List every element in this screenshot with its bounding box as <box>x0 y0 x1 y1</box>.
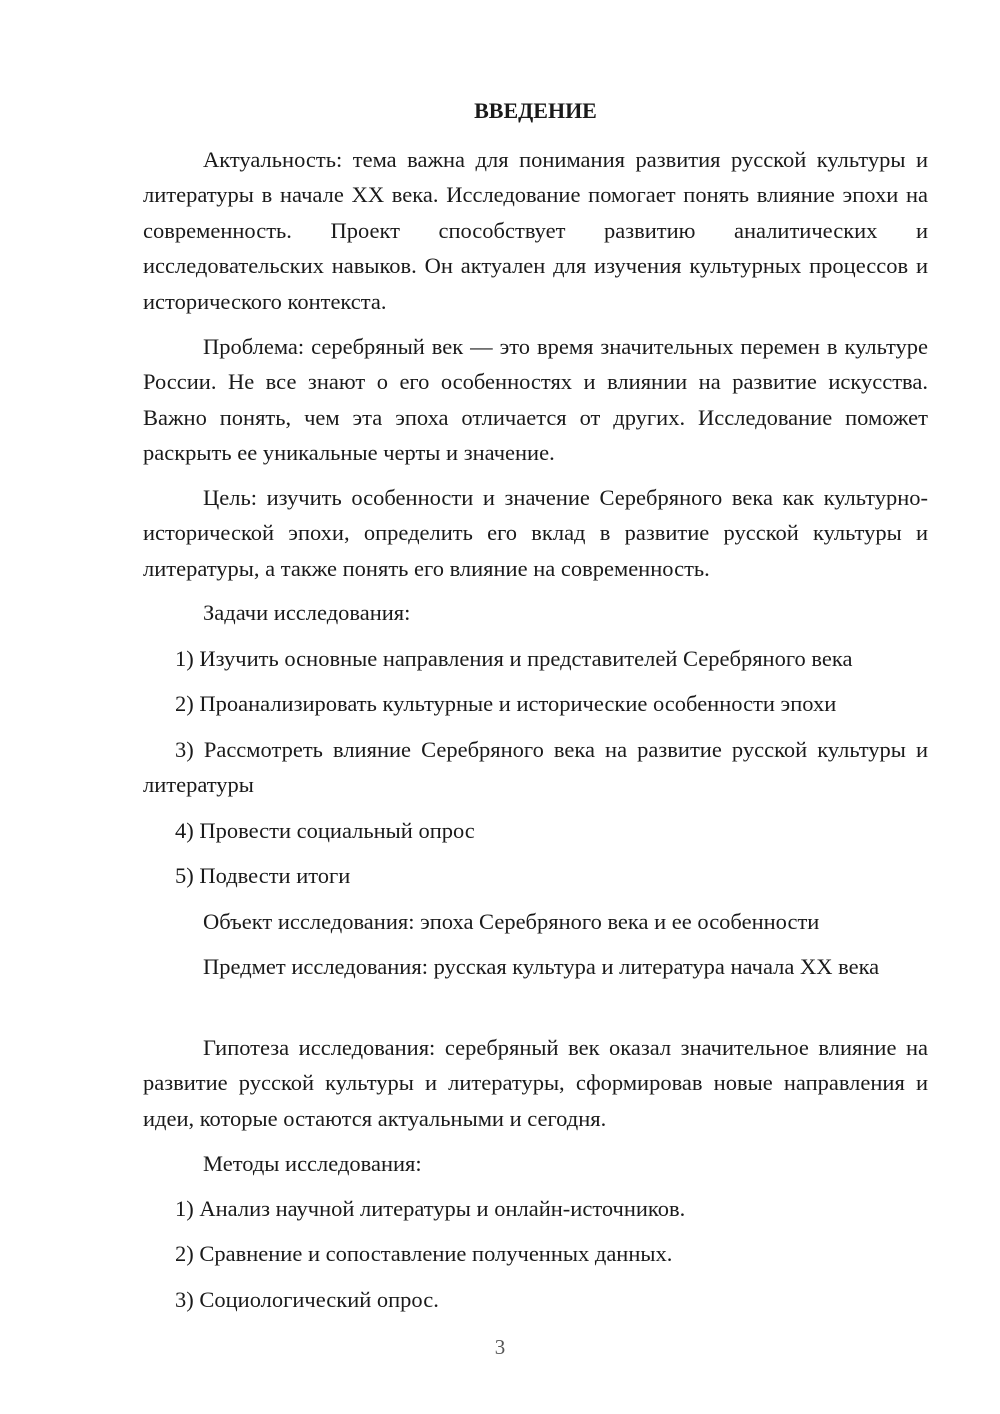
method-item: 2) Сравнение и сопоставление полученных данных. <box>175 1241 673 1266</box>
tasks-heading: Задачи исследования: <box>203 600 411 625</box>
task-item: 2) Проанализировать культурные и исторические особенности эпохи <box>175 691 837 716</box>
problem-paragraph: Проблема: серебряный век — это время значительных перемен в культуре России. Не все знают о его особенностях и влиянии на развитие искусства. Важно понять, чем эта эпоха отличается от других. Исследование поможет раскрыть ее уникальные черты и значение. <box>143 334 928 466</box>
method-item: 1) Анализ научной литературы и онлайн-источников. <box>175 1196 686 1221</box>
page-title: ВВЕДЕНИЕ <box>474 98 597 123</box>
methods-heading: Методы исследования: <box>203 1151 422 1176</box>
object-line: Объект исследования: эпоха Серебряного века и ее особенности <box>203 909 820 934</box>
relevance-paragraph: Актуальность: тема важна для понимания развития русской культуры и литературы в начале XX века. Исследование помогает понять влияние эпохи на современность. Проект способствует развитию аналитических и исследовательских навыков. Он актуален для изучения культурных процессов и исторического контекста. <box>143 147 928 314</box>
subject-paragraph: Предмет исследования: русская культура и литература начала XX века <box>203 954 880 979</box>
task-item: 3) Рассмотреть влияние Серебряного века на развитие русской культуры и литературы <box>143 737 928 798</box>
hypothesis-paragraph: Гипотеза исследования: серебряный век оказал значительное влияние на развитие русской культуры и литературы, сформировав новые направления и идеи, которые остаются актуальными и сегодня. <box>143 1035 928 1131</box>
task-item: 1) Изучить основные направления и представителей Серебряного века <box>175 646 853 671</box>
goal-paragraph: Цель: изучить особенности и значение Серебряного века как культурно-исторической эпохи, определить его вклад в развитие русской культуры и литературы, а также понять его влияние на современность. <box>143 485 928 581</box>
task-item: 4) Провести социальный опрос <box>175 818 475 843</box>
method-item: 3) Социологический опрос. <box>175 1287 439 1312</box>
task-item: 5) Подвести итоги <box>175 863 351 888</box>
page-number: 3 <box>494 1335 506 1359</box>
